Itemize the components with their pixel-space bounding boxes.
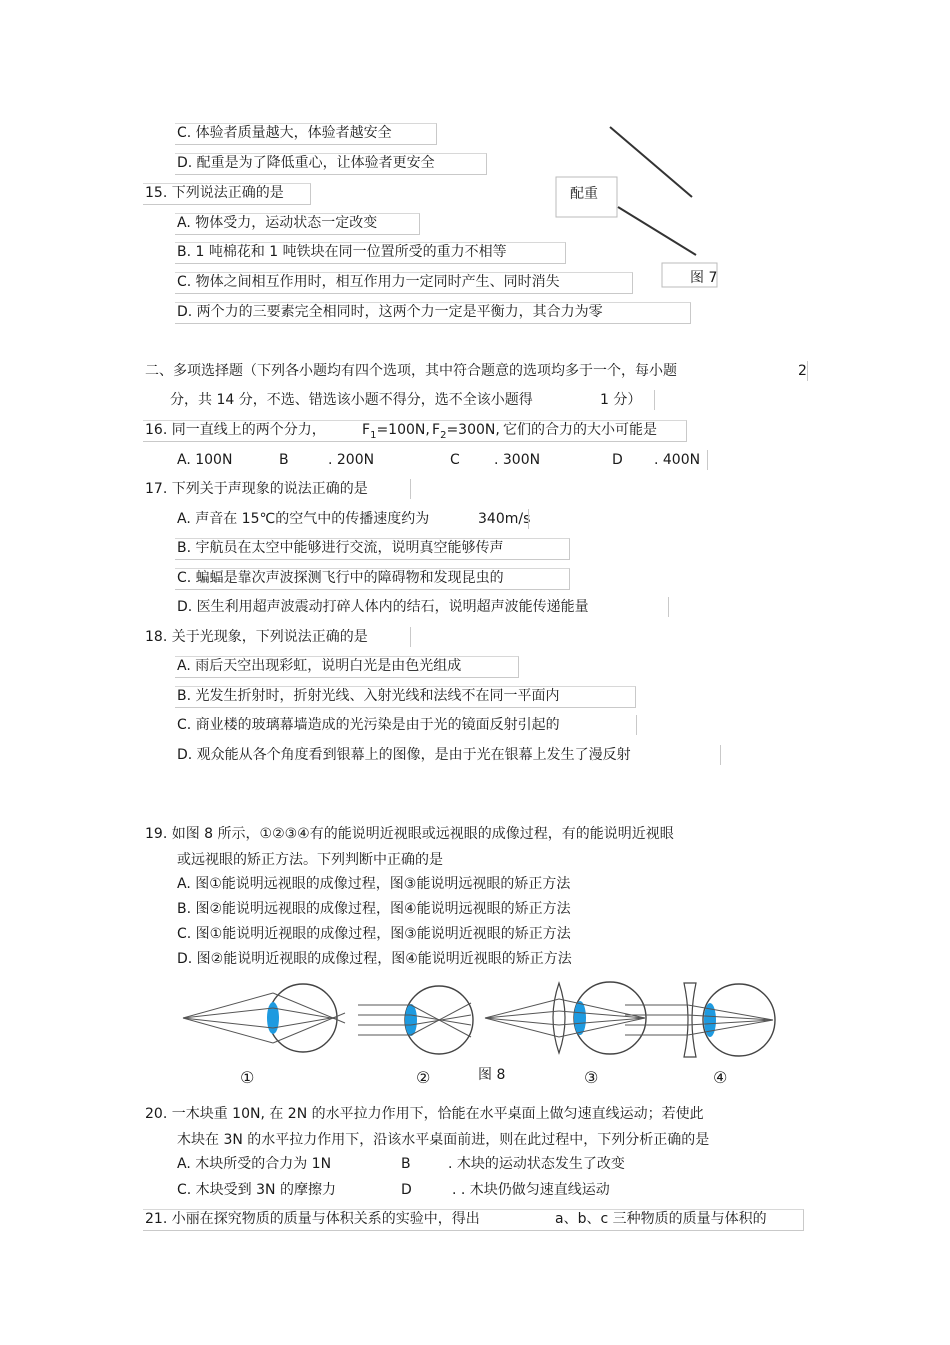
q19-stem-line2: 或远视眼的矫正方法。下列判断中正确的是: [177, 852, 443, 868]
q15-option-c: C. 物体之间相互作用时，相互作用力一定同时产生、同时消失: [177, 274, 560, 290]
q17-option-a: A. 声音在 15℃的空气中的传播速度约为: [177, 511, 430, 527]
q18-option-d: D. 观众能从各个角度看到银幕上的图像，是由于光在银幕上发生了漫反射: [177, 747, 631, 763]
q17-stem: 17. 下列关于声现象的说法正确的是: [145, 481, 368, 497]
q16-f2-sub: 2: [440, 429, 447, 441]
q17-option-b: B. 宇航员在太空中能够进行交流，说明真空能够传声: [177, 540, 504, 556]
q19-option-d: D. 图②能说明近视眼的成像过程，图④能说明近视眼的矫正方法: [177, 951, 572, 967]
eye3-correction-lens: [553, 983, 565, 1053]
fig8-label-2: ②: [416, 1068, 431, 1087]
q16-f2-symbol: F: [432, 422, 441, 438]
q16-f1-value: =100N,: [376, 422, 430, 438]
section2-line2-points: 1 分）: [600, 392, 642, 408]
q18-option-c-bar: [636, 715, 637, 735]
q20-option-c: C. 木块受到 3N 的摩擦力: [177, 1182, 336, 1198]
q16-option-b: . 200N: [328, 452, 375, 468]
q21-stem-a: 21. 小丽在探究物质的质量与体积关系的实验中，得出: [145, 1211, 480, 1227]
eye1-ray-bot-in: [183, 1018, 273, 1043]
q16-options-bar: [707, 450, 708, 470]
q16-f1-sub: 1: [370, 429, 377, 441]
q18-option-d-bar: [720, 745, 721, 765]
q15-option-a: A. 物体受力，运动状态一定改变: [177, 215, 378, 231]
fig8-label-3: ③: [584, 1068, 599, 1087]
eye1-ray-mid1-out: [273, 1008, 337, 1019]
q20-stem-line2: 木块在 3N 的水平拉力作用下，沿该水平桌面前进，则在此过程中，下列分析正确的是: [177, 1132, 710, 1148]
fig7-caption: 图 7: [690, 270, 718, 286]
eye3-ray-4: [485, 1018, 559, 1025]
eye4-correction-lens: [684, 983, 696, 1057]
q16-f1-symbol: F: [362, 422, 371, 438]
q18-stem: 18. 关于光现象，下列说法正确的是: [145, 629, 368, 645]
q15-stem: 15. 下列说法正确的是: [145, 185, 284, 201]
fig7-rod-upper: [610, 127, 692, 197]
q17-option-a-speed: 340m/s: [478, 511, 531, 527]
eye1-ray-top-in: [183, 993, 273, 1018]
q19-stem-line1: 19. 如图 8 所示，①②③④有的能说明近视眼或远视眼的成像过程，有的能说明近视眼: [145, 826, 674, 842]
eye-diagram-2: [358, 986, 473, 1054]
q17-option-a-bar: [528, 509, 529, 529]
fig7-counterweight-label: 配重: [570, 186, 598, 202]
q15-option-b: B. 1 吨棉花和 1 吨铁块在同一位置所受的重力不相等: [177, 244, 507, 260]
q16-option-d: . 400N: [654, 452, 701, 468]
q20-option-b-letter: B: [401, 1156, 411, 1172]
q20-option-d: . . 木块仍做匀速直线运动: [452, 1182, 610, 1198]
eye3-ray-2-out: [559, 1018, 645, 1037]
q17-option-d: D. 医生利用超声波震动打碎人体内的结石，说明超声波能传递能量: [177, 599, 589, 615]
fig8-label-1: ①: [240, 1068, 255, 1087]
q16-option-c-letter: C: [450, 452, 460, 468]
fig7-rod-lower: [618, 207, 696, 255]
q18-option-b: B. 光发生折射时，折射光线、入射光线和法线不在同一平面内: [177, 688, 560, 704]
eye1-eyeball: [269, 984, 337, 1052]
q16-option-c: . 300N: [494, 452, 541, 468]
q16-option-a: A. 100N: [177, 452, 233, 468]
eye3-ray-3: [485, 1011, 559, 1018]
q20-stem-line1: 20. 一木块重 10N, 在 2N 的水平拉力作用下，恰能在水平桌面上做匀速直线运动；若使此: [145, 1106, 704, 1122]
q21-stem-b: a、b、c 三种物质的质量与体积的: [555, 1211, 767, 1227]
q16-option-d-letter: D: [612, 452, 623, 468]
q19-option-a: A. 图①能说明远视眼的成像过程，图③能说明远视眼的矫正方法: [177, 876, 571, 892]
eye2-ray-4-out: [411, 1003, 471, 1035]
eye1-ray-mid2-out: [273, 1017, 337, 1028]
eye3-ray-2: [485, 1018, 559, 1037]
q14-option-c: C. 体验者质量越大，体验者越安全: [177, 125, 392, 141]
q19-option-b: B. 图②能说明远视眼的成像过程，图④能说明远视眼的矫正方法: [177, 901, 571, 917]
q15-option-d: D. 两个力的三要素完全相同时，这两个力一定是平衡力，其合力为零: [177, 304, 603, 320]
eye2-lens: [405, 1004, 417, 1036]
q16-stem-b: 它们的合力的大小可能是: [503, 422, 657, 438]
q20-option-a: A. 木块所受的合力为 1N: [177, 1156, 332, 1172]
section2-line2: 分，共 14 分，不选、错选该小题不得分，选不全该小题得: [170, 392, 533, 408]
eye1-lens: [267, 1002, 279, 1034]
q16-f1: [362, 420, 430, 440]
q20-option-d-letter: D: [401, 1182, 412, 1198]
q19-option-c: C. 图①能说明近视眼的成像过程，图③能说明近视眼的矫正方法: [177, 926, 571, 942]
fig8-label-4: ④: [713, 1068, 728, 1087]
q17-stem-bar: [410, 479, 411, 499]
q18-stem-bar: [410, 627, 411, 647]
eye3-lens: [574, 1001, 586, 1035]
q14-option-d: D. 配重是为了降低重心，让体验者更安全: [177, 155, 435, 171]
fig8-caption: 图 8: [478, 1067, 506, 1083]
eye1-ray-mid1: [183, 1008, 273, 1018]
section2-line1-points: 2: [798, 363, 807, 379]
section2-line1-bar: [807, 361, 808, 381]
eye3-ray-1: [485, 999, 559, 1018]
eye3-ray-4-out: [559, 1018, 645, 1025]
eye1-ray-mid2: [183, 1018, 273, 1028]
q18-option-a: A. 雨后天空出现彩虹，说明白光是由色光组成: [177, 658, 462, 674]
figure-8: [175, 975, 785, 1070]
q17-option-c: C. 蝙蝠是靠次声波探测飞行中的障碍物和发现昆虫的: [177, 570, 504, 586]
q16-f2-value: =300N,: [446, 422, 500, 438]
q18-option-c: C. 商业楼的玻璃幕墙造成的光污染是由于光的镜面反射引起的: [177, 717, 560, 733]
q16-f2: [432, 420, 500, 440]
section2-line1: 二、多项选择题（下列各小题均有四个选项，其中符合题意的选项均多于一个，每小题: [145, 363, 677, 379]
eye-diagram-1: [183, 984, 345, 1052]
q16-option-b-letter: B: [279, 452, 289, 468]
eye-diagram-3: [485, 982, 646, 1054]
eye2-ray-1-out: [411, 1005, 471, 1037]
section2-line2-bar: [654, 390, 655, 410]
q17-option-d-bar: [668, 597, 669, 617]
q16-stem-a: 16. 同一直线上的两个分力，: [145, 422, 326, 438]
q20-option-b: . 木块的运动状态发生了改变: [448, 1156, 625, 1172]
eye-diagram-4: [625, 983, 775, 1057]
